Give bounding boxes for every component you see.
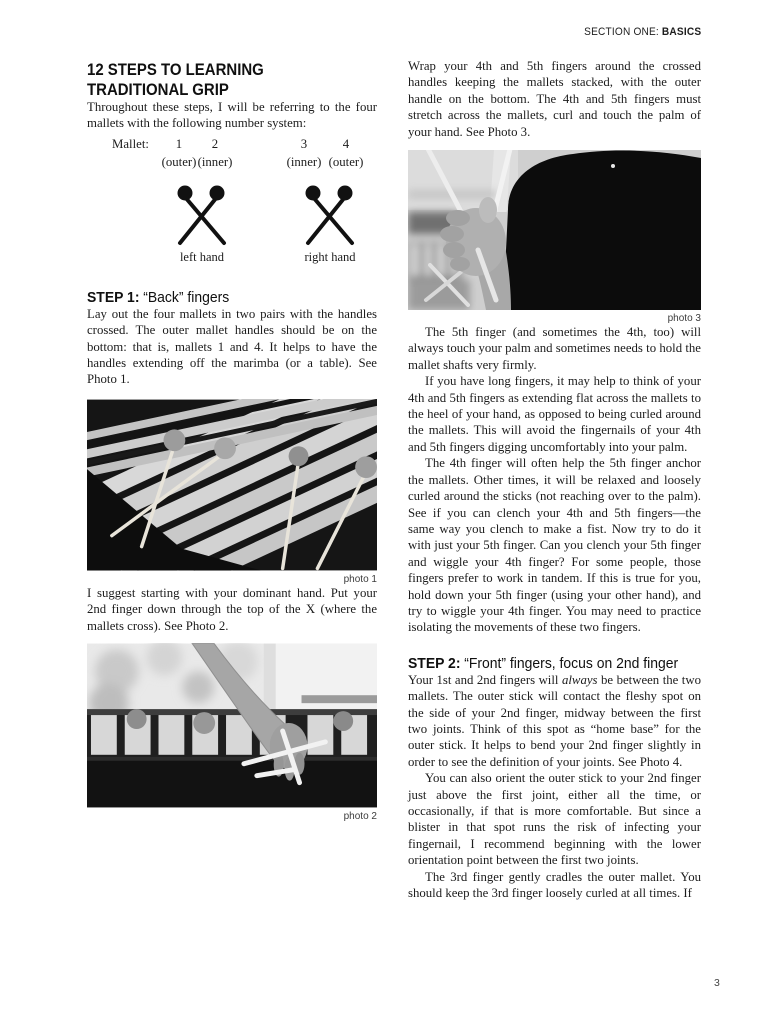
intro-paragraph: Throughout these steps, I will be referring to the four mallets with the following number system: — [87, 100, 377, 131]
step2-heading-number: STEP 2: — [408, 654, 461, 672]
mallet-number-3: 3 — [300, 136, 308, 151]
mallet-position-2: (inner) — [197, 154, 233, 169]
paragraph-4th-finger: The 4th finger will often help the 5th finger anchor the mallets. Other times, it will be relaxed and loosely curled around the sticks (not reaching over to the palm). See if you can clench your 4th and 5th fingers—the same way you clench to make a fist. Now try to do it with just your 5th finger. Can you clench your 5th finger and wiggle your 4th finger? For some people, those fingers prefer to work in tandem. If this is true for you, hold down your 5th finger (using your other hand), and try to wiggle your 4th finger. You may need to practice isolating the movements of these two fingers. — [408, 456, 701, 635]
step1-heading-text: “Back” fingers — [143, 288, 230, 306]
step2-paragraph-3: The 3rd finger gently cradles the outer mallet. You should keep the 3rd finger loosely curled at all times. If — [408, 869, 701, 901]
photo-2-hand-grip — [87, 643, 377, 808]
right-hand-label: right hand — [304, 249, 356, 264]
photo-3-traditional-grip — [408, 150, 701, 310]
step2-heading — [408, 655, 680, 672]
step1-paragraph-1: Lay out the four mallets in two pairs with the handles crossed. The outer mallet handles should be on the bottom: that is, mallets 1 and 4. It helps to have the handles extending off the marimba (or a table). See Photo 1. — [87, 306, 377, 387]
left-column — [87, 60, 377, 822]
photo-2-caption: photo 2 — [343, 811, 377, 823]
paragraph-5th-finger: The 5th finger (and sometimes the 4th, too) will always touch your palm and sometimes needs to hold the mallet shafts very firmly. — [408, 325, 701, 372]
step2-paragraph-1-pre: Your 1st and 2nd fingers will — [408, 672, 562, 687]
crossed-mallets-diagram — [87, 181, 377, 265]
step2-paragraph-1-post: be between the two mallets. The outer stick will contact the fleshy spot on the side of your 2nd finger, midway between the first two joints. Think of this spot as “home base” for the outer stick. It helps to bend your 2nd finger slightly in order to see the definition of your joints. See Photo 4. — [408, 672, 702, 769]
mallet-position-4: (outer) — [328, 154, 364, 169]
paragraph-long-fingers: If you have long fingers, it may help to think of your 4th and 5th fingers as extending flat across the mallets to the heel of your hand, as opposed to being curled around the mallets. This will avoid the fingernails of your 4th and 5th fingers digging uncomfortably into your palm. — [408, 374, 701, 454]
mallet-position-3: (inner) — [286, 154, 322, 169]
mallet-number-4: 4 — [342, 136, 350, 151]
right-column — [408, 58, 701, 901]
step2-paragraph-1-italic: always — [561, 672, 598, 687]
left-hand-label: left hand — [179, 249, 225, 264]
step1-paragraph-2: I suggest starting with your dominant hand. Put your 2nd finger down through the top of the X (where the mallets cross). See Photo 2. — [87, 585, 377, 633]
page-title-line1: 12 STEPS TO LEARNING — [87, 60, 264, 79]
photo-3-caption: photo 3 — [667, 313, 701, 325]
mallet-number-1: 1 — [175, 136, 183, 151]
step1-heading-number: STEP 1: — [87, 288, 140, 306]
page-number: 3 — [714, 977, 720, 989]
photo-1-marimba-mallets — [87, 399, 377, 571]
left-hand-mallets-icon — [180, 197, 224, 243]
section-header — [584, 26, 701, 38]
step2-paragraph-2: You can also orient the outer stick to your 2nd finger just above the first joint, either all the time, or occasionally, if that is more comfortable. But since a blister in that spot runs the risk of infecting your fingernail, I recommend beginning with the lower orientation point between the first two joints. — [408, 771, 701, 868]
page-title — [87, 60, 342, 99]
step1-heading — [87, 289, 357, 306]
section-header-label: SECTION ONE: — [583, 26, 662, 38]
continuation-paragraph: Wrap your 4th and 5th fingers around the crossed handles keeping the mallets stacked, with the outer handle on the bottom. The 4th and 5th fingers must stretch across the mallets, curl and touch the palm of your hand. See Photo 3. — [408, 59, 701, 139]
mallet-number-2: 2 — [211, 136, 219, 151]
section-header-bold: BASICS — [661, 26, 701, 38]
step2-heading-text: “Front” fingers, focus on 2nd finger — [464, 654, 679, 672]
step2-paragraph-1 — [408, 672, 701, 770]
mallet-position-1: (outer) — [161, 154, 197, 169]
mallet-number-table — [87, 137, 377, 174]
photo-1-caption: photo 1 — [343, 573, 377, 585]
right-hand-mallets-icon — [308, 197, 352, 243]
mallet-table-label: Mallet: — [112, 136, 149, 151]
page-title-line2: TRADITIONAL GRIP — [87, 79, 229, 99]
